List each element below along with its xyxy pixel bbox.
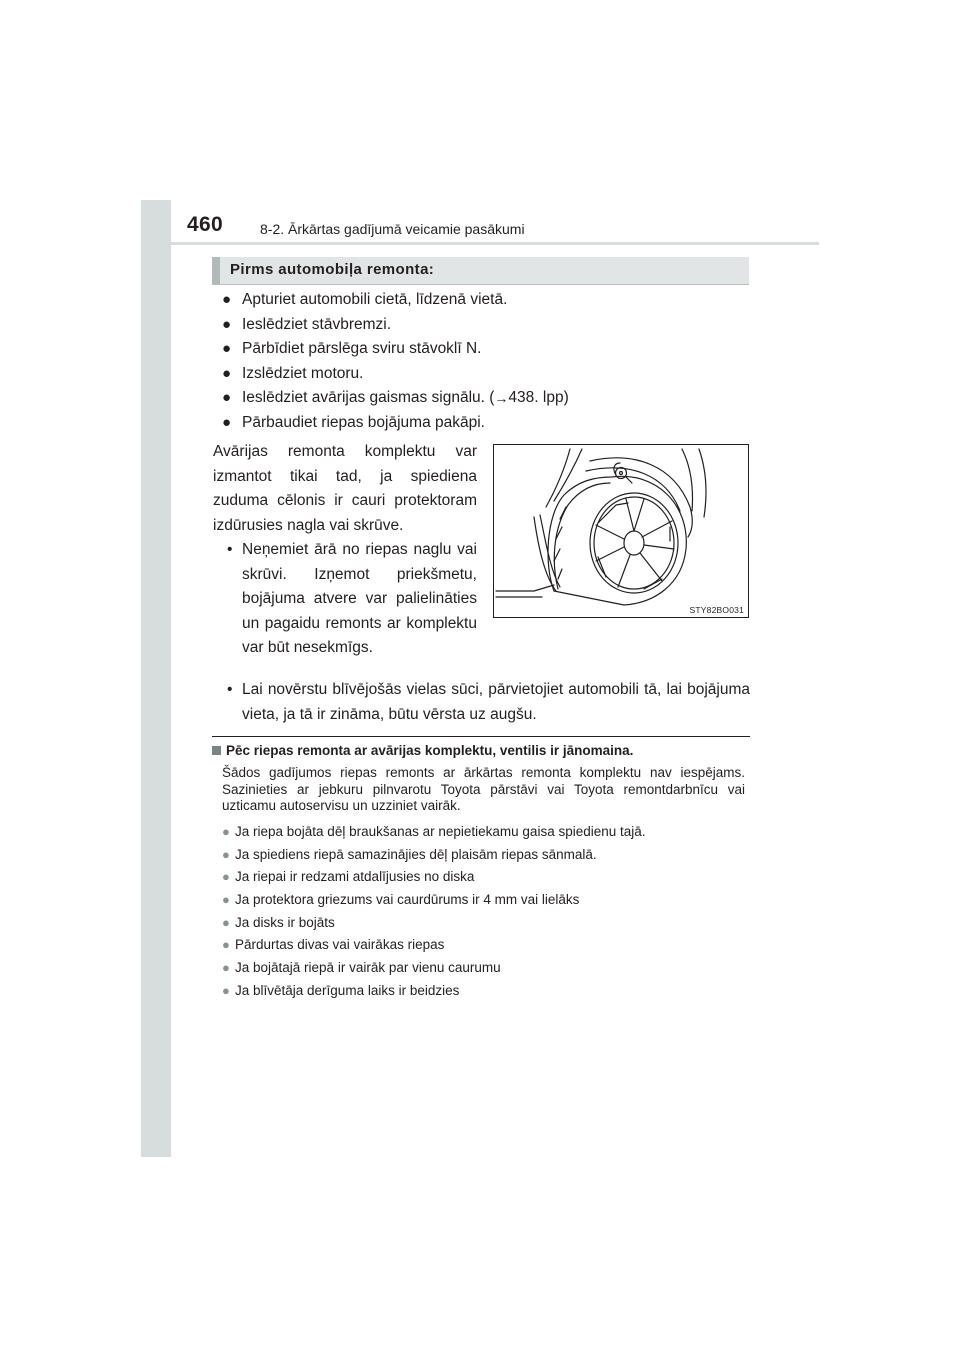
header-rule: [141, 242, 819, 245]
bullet-dot-icon: ●: [222, 291, 232, 309]
list-item: [222, 313, 752, 338]
bullet-text: Pārbaudiet riepas bojājuma pakāpi.: [242, 413, 485, 431]
bullet-dot-icon: ●: [222, 892, 230, 908]
list-item: [222, 959, 747, 982]
note-paragraph: Šādos gadījumos riepas remonts ar ārkārtas remonta komplektu nav iespējams. Sazinieties ar jebkuru pilnvarotu Toyota pārstāvi vai Toyota remontdarbnīcu vai uzticamu autoservisu un uzziniet vairāk.: [222, 765, 745, 813]
bullet-list: [222, 288, 752, 435]
bullet-dot-icon: ●: [222, 340, 232, 358]
list-item: [222, 337, 752, 362]
list-item: [222, 868, 747, 891]
arrow-right-icon: →: [494, 390, 509, 407]
page-number: 460: [187, 213, 223, 236]
page-reference[interactable]: 438. lpp): [508, 389, 569, 407]
bullet-dot-icon: ●: [222, 413, 232, 431]
bullet-text: Apturiet automobili cietā, līdzenā vietā.: [242, 291, 508, 309]
box-title: Pirms automobiļa remonta:: [230, 261, 435, 278]
bullet-dot-icon: ●: [222, 960, 230, 976]
note-item-text: Ja disks ir bojāts: [235, 914, 335, 930]
note-title: [212, 743, 633, 758]
sub-bullet: [213, 678, 750, 727]
sub-bullet-text: Neņemiet ārā no riepas naglu vai skrūvi. Izņemot priekšmetu, bojājuma atvere var palielināties un pagaidu remonts ar komplektu var būt nesekmīgs.: [242, 541, 477, 656]
box-header-bar: [212, 257, 220, 284]
bullet-text: Ieslēdziet avārijas gaismas signālu. (: [242, 389, 495, 407]
sub-bullet: [213, 538, 477, 661]
note-item-text: Ja blīvētāja derīguma laiks ir beidzies: [235, 982, 460, 998]
list-item: [222, 936, 747, 959]
tire-illustration: [493, 444, 749, 618]
bullet-dot-icon: ●: [222, 389, 232, 407]
bullet-dot-icon: ●: [222, 824, 230, 839]
list-item: [222, 386, 752, 411]
list-item: [222, 362, 752, 387]
body-paragraph: Avārijas remonta komplektu var izmantot tikai tad, ja spiediena zuduma cēlonis ir cauri protektoram izdūrusies nagla vai skrūve.: [213, 443, 477, 534]
bullet-dot-icon: ●: [222, 982, 230, 998]
note-item-text: Pārdurtas divas vai vairākas riepas: [235, 937, 445, 953]
note-title-text: Pēc riepas remonta ar avārijas komplektu, ventilis ir jānomaina.: [226, 743, 634, 758]
bullet-dot-icon: ●: [222, 364, 232, 382]
side-band: [141, 200, 171, 1157]
list-item: [222, 914, 747, 937]
section-title: 8-2. Ārkārtas gadījumā veicamie pasākumi: [260, 221, 525, 237]
bullet-text: Pārbīdiet pārslēga sviru stāvoklī N.: [242, 340, 482, 358]
tire-with-nail-icon: [494, 445, 749, 618]
list-item: [222, 982, 747, 1005]
bullet-dot-icon: ●: [222, 937, 230, 953]
list-item: [222, 411, 752, 436]
box-header: [212, 257, 749, 285]
bullet-dot-icon: ●: [222, 846, 230, 862]
sub-bullet-marker: •: [227, 681, 233, 698]
list-item: [222, 823, 747, 846]
bullet-text: Izslēdziet motoru.: [242, 364, 364, 382]
list-item: [222, 288, 752, 313]
note-item-text: Ja bojātajā riepā ir vairāk par vienu caurumu: [235, 960, 501, 976]
list-item: [222, 891, 747, 914]
sub-bullet-text: Lai novērstu blīvējošās vielas sūci, pārvietojiet automobili tā, lai bojājuma vieta, ja tā ir zināma, būtu vērsta uz augšu.: [242, 681, 750, 723]
figure-code: STY82BO031: [689, 605, 744, 615]
note-item-text: Ja protektora griezums vai caurdūrums ir 4 mm vai lielāks: [235, 892, 580, 908]
note-item-text: Ja riepa bojāta dēļ braukšanas ar nepietiekamu gaisa spiedienu tajā.: [235, 824, 646, 839]
bullet-dot-icon: ●: [222, 914, 230, 930]
section-divider: [212, 736, 750, 737]
square-marker-icon: [212, 746, 221, 755]
bullet-dot-icon: ●: [222, 869, 230, 885]
note-item-text: Ja spiediens riepā samazinājies dēļ plaisām riepas sānmalā.: [235, 846, 597, 862]
sub-bullet-marker: •: [227, 541, 233, 558]
bullet-dot-icon: ●: [222, 315, 232, 333]
note-list: [222, 823, 747, 1005]
note-item-text: Ja riepai ir redzami atdalījusies no diska: [235, 869, 475, 885]
list-item: [222, 846, 747, 869]
bullet-text: Ieslēdziet stāvbremzi.: [242, 315, 392, 333]
